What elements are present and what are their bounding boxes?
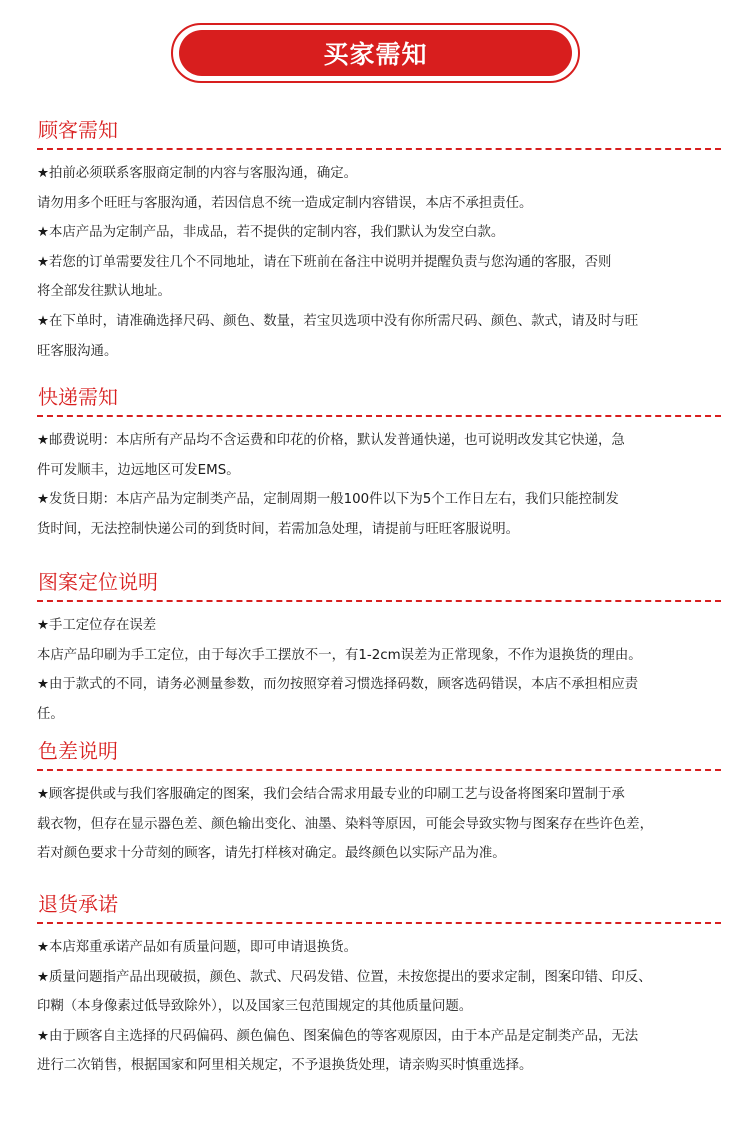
section-body [37, 933, 737, 1081]
section-body [37, 611, 737, 729]
header-banner-fill [179, 30, 572, 76]
notice-line: 印糊（本身像素过低导致除外），以及国家三包范围规定的其他质量问题。 [37, 999, 473, 1015]
notice-line: 件可发顺丰，边远地区可发EMS。 [37, 462, 240, 478]
notice-line: ★本店郑重承诺产品如有质量问题，即可申请退换货。 [37, 940, 357, 955]
section-body [37, 426, 737, 544]
dashed-divider [37, 415, 721, 417]
notice-line: ★由于款式的不同，请务必测量参数，而勿按照穿着习惯选择码数，顾客选码错误，本店不承担相应责 [37, 677, 639, 693]
section-title: 顾客需知 [38, 118, 118, 142]
dashed-divider [37, 148, 721, 150]
notice-line: 请勿用多个旺旺与客服沟通，若因信息不统一造成定制内容错误，本店不承担责任。 [37, 195, 533, 211]
notice-line: 任。 [37, 706, 64, 722]
section-title: 图案定位说明 [38, 570, 158, 594]
notice-line: ★顾客提供或与我们客服确定的图案，我们会结合需求用最专业的印刷工艺与设备将图案印置制于承 [37, 787, 625, 802]
notice-line: ★拍前必须联系客服商定制的内容与客服沟通，确定。 [37, 166, 357, 181]
notice-line: ★在下单时，请准确选择尺码、颜色、数量，若宝贝选项中没有你所需尺码、颜色、款式，请及时与旺 [37, 313, 639, 329]
notice-line: 将全部发往默认地址。 [37, 284, 171, 300]
notice-line: 若对颜色要求十分苛刻的顾客，请先打样核对确定。最终颜色以实际产品为准。 [37, 846, 506, 862]
notice-line: ★质量问题指产品出现破损，颜色、款式、尺码发错、位置，未按您提出的要求定制，图案印错、印反、 [37, 969, 652, 985]
header-banner [171, 23, 580, 83]
section-title: 退货承诺 [38, 892, 118, 916]
dashed-divider [37, 600, 721, 602]
section-title: 快递需知 [38, 385, 118, 409]
dashed-divider [37, 769, 721, 771]
notice-line: ★发货日期：本店产品为定制类产品，定制周期一般100件以下为5个工作日左右，我们只能控制发 [37, 492, 619, 508]
notice-line: ★手工定位存在误差 [37, 618, 157, 633]
notice-line: ★若您的订单需要发往几个不同地址，请在下班前在备注中说明并提醒负责与您沟通的客服，否则 [37, 254, 612, 270]
section-body [37, 780, 737, 869]
notice-line: 旺客服沟通。 [37, 343, 118, 359]
section-body [37, 159, 737, 366]
banner-title: 买家需知 [323, 40, 428, 69]
notice-line: 载衣物，但存在显示器色差、颜色输出变化、油墨、染料等原因，可能会导致实物与图案存在些许色差， [37, 816, 653, 832]
dashed-divider [37, 922, 721, 924]
notice-line: 货时间，无法控制快递公司的到货时间，若需加急处理，请提前与旺旺客服说明。 [37, 521, 520, 537]
notice-line: ★邮费说明：本店所有产品均不含运费和印花的价格，默认发普通快递，也可说明改发其它快递，急 [37, 433, 625, 448]
notice-line: 进行二次销售，根据国家和阿里相关规定，不予退换货处理，请亲购买时慎重选择。 [37, 1058, 533, 1074]
notice-line: ★由于顾客自主选择的尺码偏码、颜色偏色、图案偏色的等客观原因，由于本产品是定制类产品，无法 [37, 1028, 639, 1044]
notice-line: 本店产品印刷为手工定位，由于每次手工摆放不一，有1-2cm误差为正常现象，不作为退换货的理由。 [37, 647, 642, 663]
section-title: 色差说明 [38, 739, 118, 763]
notice-line: ★本店产品为定制产品，非成品，若不提供的定制内容，我们默认为发空白款。 [37, 225, 505, 241]
